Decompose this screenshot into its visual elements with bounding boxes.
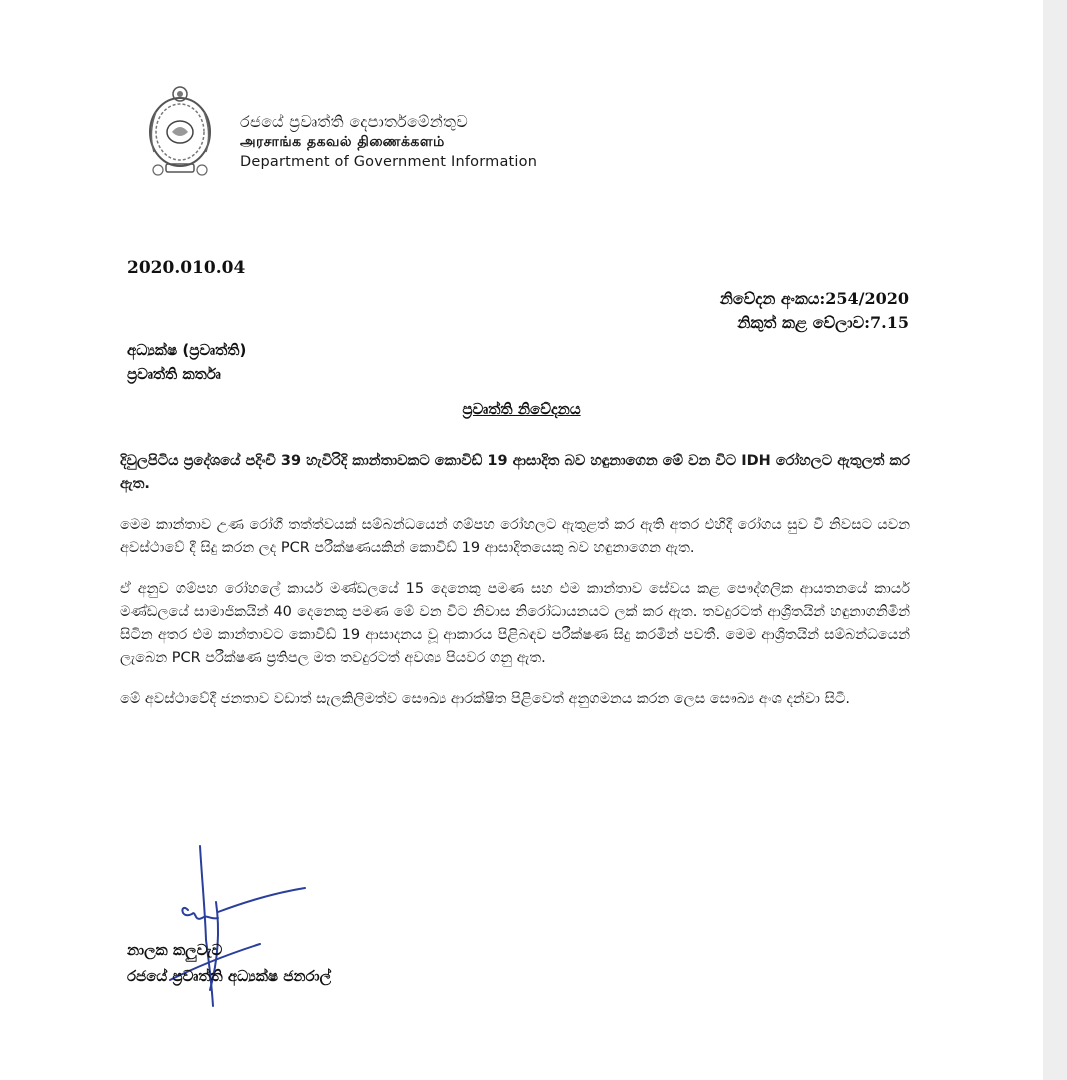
signatory-title: රජයේ ප්‍රවෘත්ති අධ්‍යක්ෂ ජනරාල් bbox=[127, 967, 332, 985]
recipient-block bbox=[127, 338, 246, 386]
letterhead bbox=[140, 82, 560, 182]
paragraph-2: මෙම කාන්තාව උණ රෝගී තත්ත්වයක් සම්බන්ධයෙන් ගම්පහ රෝහලට ඇතුළත් කර ඇති අතර එහිදී රෝගය සුව වී නිවසට යවන අවස්ථාවේ දී සිදු කරන ලද PCR පරීක්ෂණයකින් කොවිඩ් 19 ආසාදිතයෙකු බව හඳුනාගෙන ඇත. bbox=[120, 517, 910, 556]
release-date: 2020.010.04 bbox=[127, 258, 246, 278]
reference-block bbox=[720, 287, 909, 335]
recipient-line-1: අධ්‍යක්ෂ (ප්‍රවෘත්ති) bbox=[127, 341, 247, 359]
recipient-line-2: ප්‍රවෘත්ති කර්තෘ bbox=[127, 365, 221, 383]
release-time: නිකුත් කළ වේලාව:7.15 bbox=[737, 313, 909, 332]
document-heading: ප්‍රවෘත්ති නිවේදනය bbox=[462, 400, 581, 418]
paragraph-1: දිවුලපිටිය ප්‍රදේශයේ පදිංචි 39 හැවිරිදි කාන්තාවකට කොවිඩ් 19 ආසාදිත බව හඳුනාගෙන මේ වන විට IDH රෝහලට ඇතුලත් කර ඇත. bbox=[120, 453, 910, 492]
body-text bbox=[120, 450, 910, 729]
sri-lanka-emblem-icon bbox=[140, 82, 220, 180]
dept-name-sinhala: රජයේ ප්‍රවෘත්ති දෙපාර්තමේන්තුව bbox=[240, 112, 469, 131]
signatory-name: නාලක කලුවැව bbox=[127, 941, 223, 959]
dept-name-tamil: அரசாங்க தகவல் திணைக்களம் bbox=[240, 134, 445, 150]
paragraph-3: ඒ අනුව ගම්පහ රෝහලේ කාර්ය මණ්ඩලයේ 15 දෙනෙකු පමණ සහ එම කාන්තාව සේවය කළ පෞද්ගලික ආයතනයේ කාර්ය මණ්ඩලයේ සාමාජිකයින් 40 දෙනෙකු පමණ මේ වන විට නිවාස නිරෝධායනයට ලක් කර ඇත. තවදුරටත් ආශ්‍රිතයින් හඳුනාගනිමින් සිටින අතර එම කාන්තාවට කොවිඩ් 19 ආසාදනය වූ ආකාරය පිළිබඳව පරීක්ෂණ සිදු කරමින් පවතී. මෙම ආශ්‍රිතයින් සම්බන්ධයෙන් ලැබෙන PCR පරීක්ෂණ ප්‍රතිපල මත තවදුරටත් අවශ්‍ය පියවර ගනු ඇත. bbox=[120, 581, 910, 666]
paragraph-4: මේ අවස්ථාවේදී ජනතාව වඩාත් සැලකිලිමත්ව සෞඛ්‍ය ආරක්ෂිත පිළිවෙත් අනුගමනය කරන ලෙස සෞඛ්‍ය අංශ දන්වා සිටී. bbox=[120, 691, 850, 707]
viewer-margin bbox=[1043, 0, 1067, 1080]
dept-name-english: Department of Government Information bbox=[240, 154, 538, 170]
signatory-block bbox=[127, 937, 331, 989]
release-number: නිවේදන අංකය:254/2020 bbox=[719, 289, 909, 308]
